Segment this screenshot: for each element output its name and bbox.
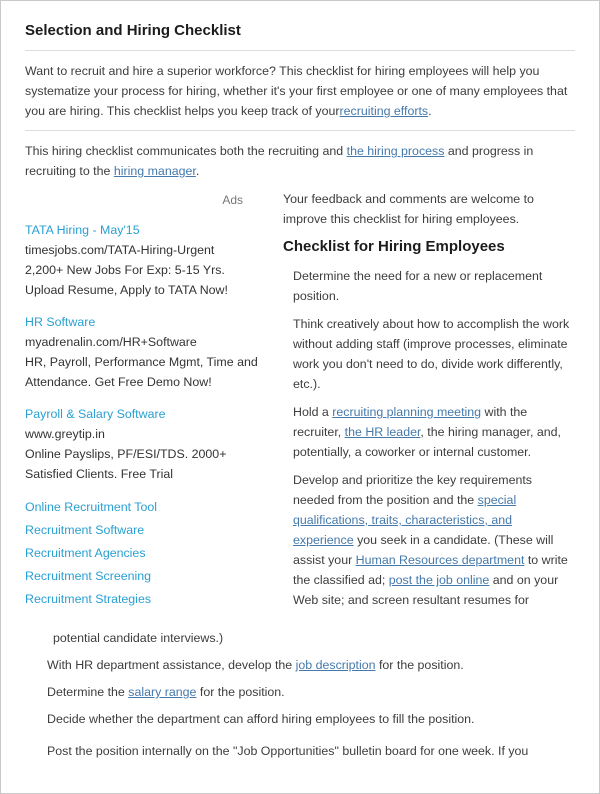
text-segment: Want to recruit and hire a superior workforce? This checklist for hiring employees will help you systematize your process for hiring, whether it's your first employee or one of many employees that you are hiring. This checklist helps you keep track of your [25,64,568,118]
ads-label: Ads [222,193,243,207]
ad-url: myadrenalin.com/HR+Software [25,335,197,349]
text-segment: and on your Web site; and screen resultant resumes for [293,573,559,607]
content-columns [25,189,575,618]
related-link-recruitment-strategies[interactable]: Recruitment Strategies [25,592,152,606]
related-links [25,496,265,611]
checklist-item-7: Decide whether the department can afford hiring employees to fill the position. [47,712,475,726]
text-segment: This hiring checklist communicates both the recruiting and [25,144,347,158]
text-segment: With HR department assistance, develop the [47,658,296,672]
checklist-item-4-continuation: potential candidate interviews.) [53,631,224,645]
text-segment: . [195,164,200,178]
text-segment: Develop and prioritize the key requirements needed from the position and the [293,473,532,507]
ads-sidebar [25,189,265,611]
ad-description: Online Payslips, PF/ESI/TDS. 2000+ Satisfied Clients. Free Trial [25,447,227,481]
related-link-recruitment-screening[interactable]: Recruitment Screening [25,569,152,583]
ad-description: 2,200+ New Jobs For Exp: 5-15 Yrs. Upload Resume, Apply to TATA Now! [25,263,228,297]
inline-link[interactable]: salary range [128,685,197,699]
inline-link[interactable]: the HR leader [344,425,421,439]
feedback-text: Your feedback and comments are welcome to improve this checklist for hiring employees. [283,192,534,226]
ad-title-link[interactable]: Payroll & Salary Software [25,407,166,421]
ad-url: www.greytip.in [25,427,105,441]
checklist-item-5 [47,655,575,675]
text-segment: Determine the [47,685,129,699]
text-segment: Hold a [293,405,333,419]
inline-link[interactable]: recruiting efforts [339,104,429,118]
inline-link[interactable]: hiring manager [113,164,196,178]
text-segment: to write the classified ad; [293,553,568,587]
text-segment: . [428,104,432,118]
inline-link[interactable]: job description [295,658,376,672]
checklist-item-3 [293,402,575,462]
ad-title-link[interactable]: HR Software [25,315,96,329]
checklist-item-8: Post the position internally on the "Job Opportunities" bulletin board for one week. If you [47,744,529,758]
related-link-online-recruitment-tool[interactable]: Online Recruitment Tool [25,500,158,514]
checklist-item-6 [47,682,575,702]
text-segment: , the hiring manager, and, potentially, a coworker or internal customer. [293,425,561,459]
divider [25,130,575,131]
inline-link[interactable]: recruiting planning meeting [332,405,482,419]
inline-link[interactable]: the hiring process [346,144,445,158]
ad-item [25,220,265,300]
related-link-recruitment-agencies[interactable]: Recruitment Agencies [25,546,146,560]
checklist-item-2: Think creatively about how to accomplish the work without adding staff (improve processes, eliminate work you don't need to do, divide work differently, etc.). [293,317,570,391]
bottom-section [25,628,575,761]
checklist-item-4 [293,470,575,610]
text-segment: for the position. [375,658,464,672]
text-segment: and progress in recruiting to the [25,144,534,178]
ad-url: timesjobs.com/TATA-Hiring-Urgent [25,243,215,257]
inline-link[interactable]: post the job online [388,573,490,587]
ad-title-link[interactable]: TATA Hiring - May'15 [25,223,140,237]
ad-description: HR, Payroll, Performance Mgmt, Time and Attendance. Get Free Demo Now! [25,355,258,389]
text-segment: you seek in a candidate. (These will assist your [293,533,554,567]
intro-paragraph-2 [25,141,575,181]
main-column [265,189,575,618]
inline-link[interactable]: Human Resources department [355,553,525,567]
inline-link[interactable]: special qualifications, traits, characteristics, and experience [293,493,517,547]
checklist-item-1: Determine the need for a new or replacement position. [293,269,543,303]
text-segment: for the position. [196,685,285,699]
intro-paragraph-1 [25,61,575,121]
ad-item [25,312,265,392]
ad-item [25,404,265,484]
section-heading: Checklist for Hiring Employees [283,238,505,255]
related-link-recruitment-software[interactable]: Recruitment Software [25,523,145,537]
text-segment: with the recruiter, [293,405,528,439]
page-title: Selection and Hiring Checklist [25,22,241,39]
divider [25,50,575,51]
